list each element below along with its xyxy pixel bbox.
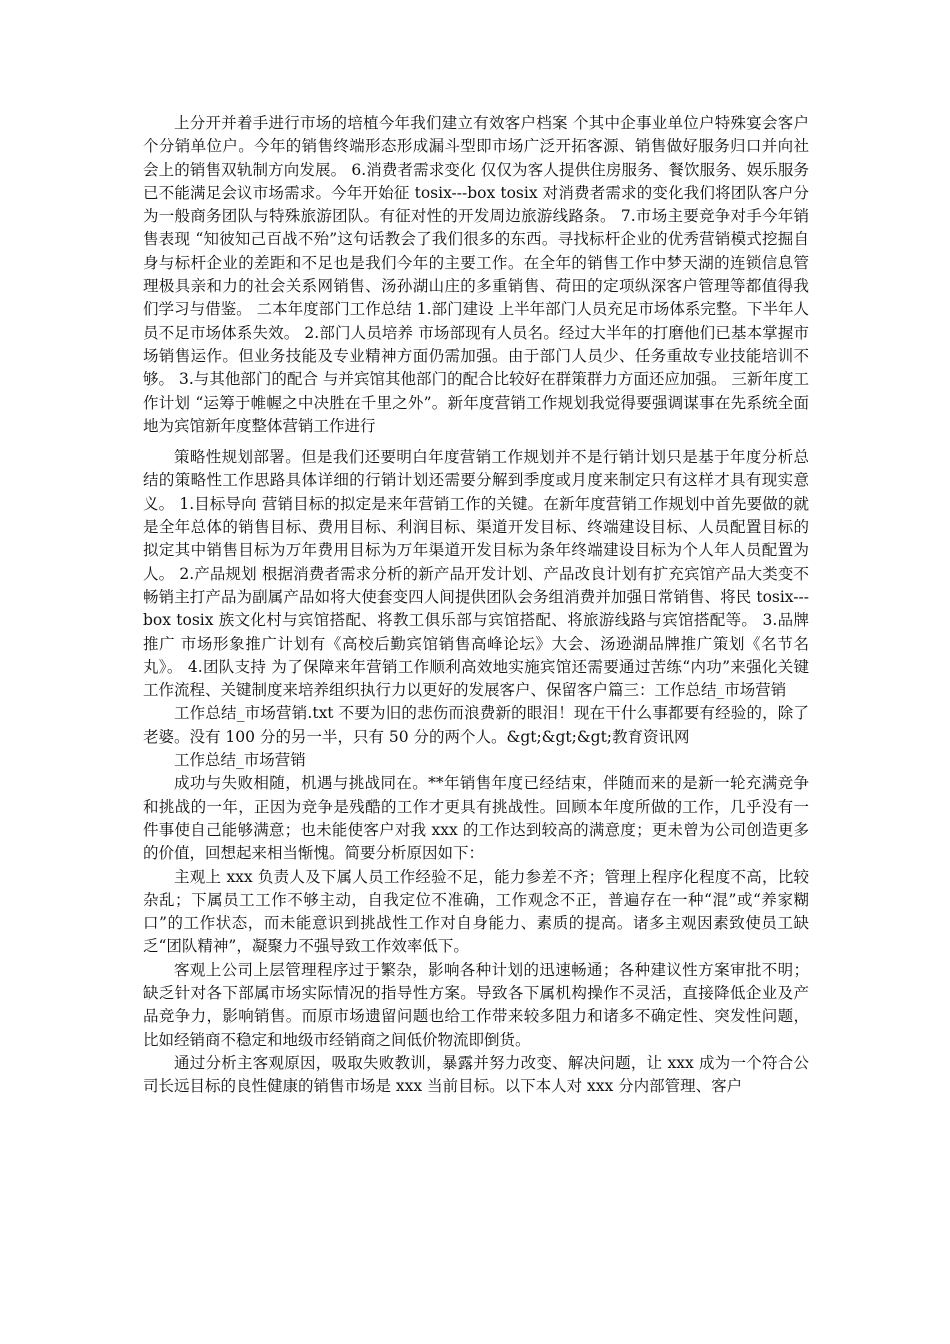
paragraph-subjective-causes: 主观上 xxx 负责人及下属人员工作经验不足，能力参差不齐；管理上程序化程度不高，比较杂乱；下属员工工作不够主动，自我定位不准确，工作观念不正，普遍存在一种“混”或“养家糊口”的工作状态，而未能意识到挑战性工作对自身能力、素质的提高。诸多主观因素致使员工缺乏“团队精神”，凝聚力不强导致工作效率低下。 <box>143 867 809 956</box>
document-body <box>143 112 809 1098</box>
paragraph-market-cultivation: 上分开并着手进行市场的培植今年我们建立有效客户档案 个其中企事业单位户特殊宴会客户个分销单位户。今年的销售终端形态形成漏斗型即市场广泛开拓客源、销售做好服务归口并向社会上的销售双轨制方向发展。 6.消费者需求变化 仅仅为客人提供住房服务、餐饮服务、娱乐服务已不能满足会议市场需求。今年开始征 tosix---box tosix 对消费者需求的变化我们将团队客户分为一般商务团队与特殊旅游团队。有征对性的开发周边旅游线路条。 7.市场主要竞争对手今年销售表现 “知彼知己百战不殆”这句话教会了我们很多的东西。寻找标杆企业的优秀营销模式挖掘自身与标杆企业的差距和不足也是我们今年的主要工作。在全年的销售工作中梦天湖的连锁信息管理极具亲和力的社会关系网销售、汤孙湖山庄的多重销售、荷田的定项纵深客户管理等都值得我们学习与借鉴。 二本年度部门工作总结 1.部门建设 上半年部门人员充足市场体系完整。下半年人员不足市场体系失效。 2.部门人员培养 市场部现有人员名。经过大半年的打磨他们已基本掌握市场销售运作。但业务技能及专业精神方面仍需加强。由于部门人员少、任务重故专业技能培训不够。 3.与其他部门的配合 与并宾馆其他部门的配合比较好在群策群力方面还应加强。 三新年度工作计划 “运筹于帷幄之中决胜在千里之外”。新年度营销工作规划我觉得要强调谋事在先系统全面地为宾馆新年度整体营销工作进行 <box>143 114 809 435</box>
paragraph-txt-note: 工作总结_市场营销.txt 不要为旧的悲伤而浪费新的眼泪！现在干什么事都要有经验的，除了老婆。没有 100 分的另一半，只有 50 分的两个人。&gt;&gt;&gt;教育资讯网 <box>143 704 809 746</box>
paragraph-analysis-goal: 通过分析主客观原因，吸取失败教训，暴露并努力改变、解决问题，让 xxx 成为一个符合公司长远目标的良性健康的销售市场是 xxx 当前目标。以下本人对 xxx 分内部管理、客户 <box>143 1053 809 1096</box>
section-heading: 工作总结_市场营销 <box>174 751 306 770</box>
paragraph-strategic-planning: 策略性规划部署。但是我们还要明白年度营销工作规划并不是行销计划只是基于年度分析总结的策略性工作思路具体详细的行销计划还需要分解到季度或月度来制定只有这样才具有现实意义。 1.目标导向 营销目标的拟定是来年营销工作的关键。在新年度营销工作规划中首先要做的就是全年总体的销售目标、费用目标、利润目标、渠道开发目标、终端建设目标、人员配置目标的拟定其中销售目标为万年费用目标为万年渠道开发目标为条年终端建设目标为个人年人员配置为人。 2.产品规划 根据消费者需求分析的新产品开发计划、产品改良计划有扩充宾馆产品大类变不畅销主打产品为副属产品如将大使套变四人间提供团队会务组消费并加强日常销售、将民 tosix---box tosix 族文化村与宾馆搭配、将教工俱乐部与宾馆搭配、将旅游线路与宾馆搭配等。 3.品牌推广 市场形象推广计划有《高校后勤宾馆销售高峰论坛》大会、汤逊湖品牌推广策划《名节名丸》。 4.团队支持 为了保障来年营销工作顺利高效地实施宾馆还需要通过苦练“内功”来强化关键工作流程、关键制度来培养组织执行力以更好的发展客户、保留客户篇三：工作总结_市场营销 <box>143 448 809 700</box>
paragraph-objective-causes: 客观上公司上层管理程序过于繁杂，影响各种计划的迅速畅通；各种建议性方案审批不明；缺乏针对各下部属市场实际情况的指导性方案。导致各下属机构操作不灵活，直接降低企业及产品竞争力，影响销售。而原市场遗留问题也给工作带来较多阻力和诸多不确定性、突发性问题，比如经销商不稳定和地级市经销商之间低价物流即倒货。 <box>143 960 809 1049</box>
paragraph-success-failure: 成功与失败相随，机遇与挑战同在。**年销售年度已经结束，伴随而来的是新一轮充满竞争和挑战的一年，正因为竞争是残酷的工作才更具有挑战性。回顾本年度所做的工作，几乎没有一件事使自己能够满意；也未能使客户对我 xxx 的工作达到较高的满意度；更未曾为公司创造更多的价值，回想起来相当惭愧。简要分析原因如下： <box>143 774 809 863</box>
